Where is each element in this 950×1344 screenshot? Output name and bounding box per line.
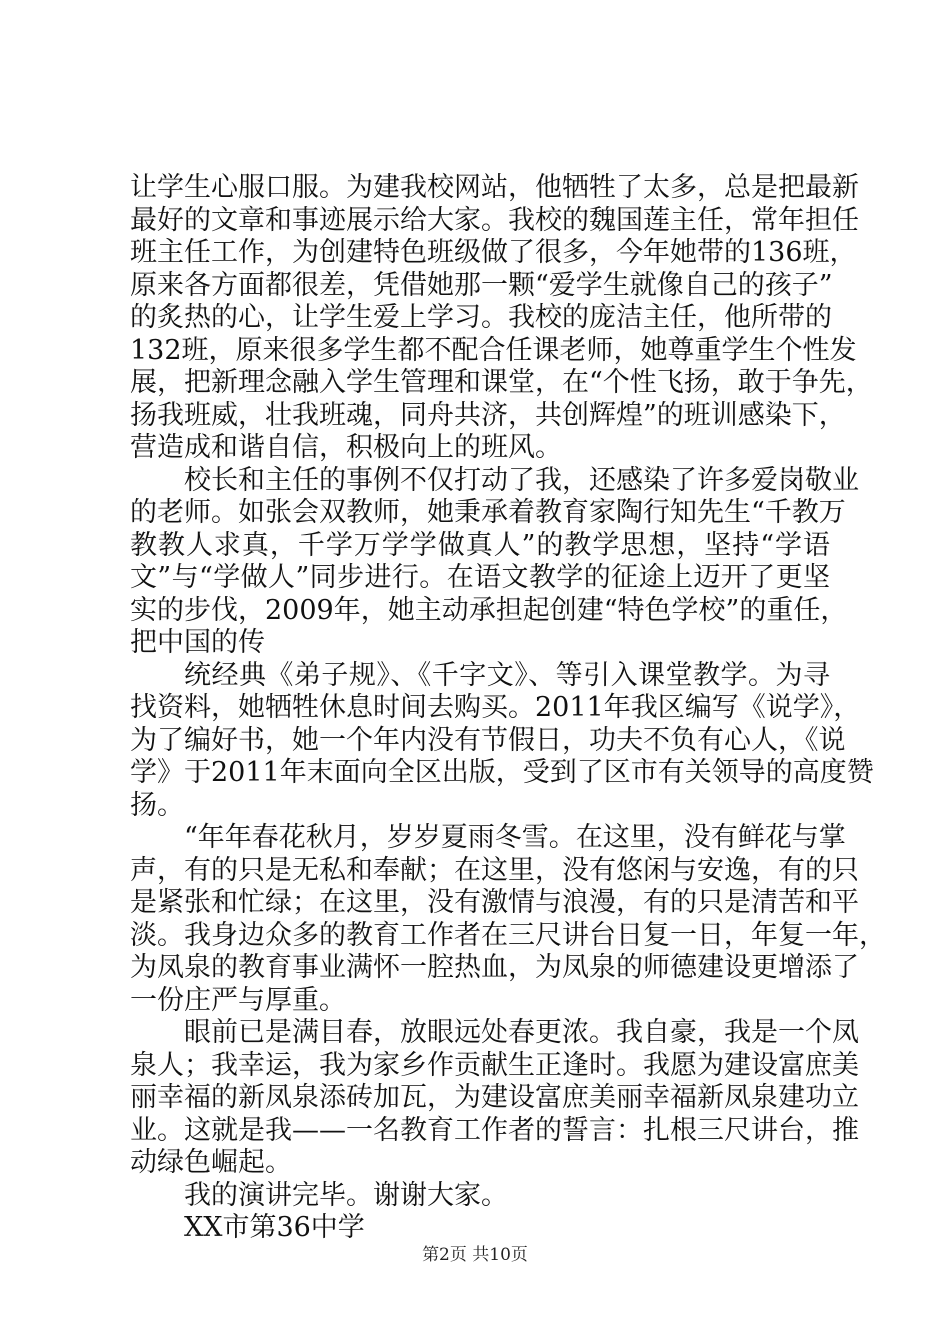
text-line: 泉人；我幸运，我为家乡作贡献生正逢时。我愿为建设富庶美: [130, 1049, 859, 1081]
text-line: 扬。: [130, 789, 184, 821]
text-line: 校长和主任的事例不仅打动了我，还感染了许多爱岗敬业: [184, 464, 859, 496]
text-line: 文”与“学做人”同步进行。在语文教学的征途上迈开了更坚: [130, 562, 830, 593]
text-line: 动绿色崛起。: [130, 1147, 292, 1178]
paragraph: [130, 1017, 859, 1180]
text-line: 一份庄严与厚重。: [130, 984, 346, 1016]
text-line: 学》于2011年末面向全区出版，受到了区市有关领导的高度赞: [130, 757, 874, 788]
text-line: XX市第36中学: [184, 1212, 365, 1243]
text-line: 业。这就是我——一名教育工作者的誓言：扎根三尺讲台，推: [130, 1114, 859, 1146]
text-line: 扬我班威，壮我班魂，同舟共济，共创辉煌”的班训感染下，: [130, 399, 846, 431]
paragraph: [130, 1180, 830, 1213]
text-line: 展，把新理念融入学生管理和课堂，在“个性飞扬，敢于争先，: [130, 367, 873, 398]
text-line: 原来各方面都很差，凭借她那一颗“爱学生就像自己的孩子”: [130, 269, 833, 301]
text-line: 营造成和谐自信，积极向上的班风。: [130, 432, 562, 463]
text-line: 为了编好书，她一个年内没有节假日，功夫不负有心人，《说: [130, 724, 846, 756]
text-line: 把中国的传: [130, 627, 265, 658]
text-line: 实的步伐，2009年，她主动承担起创建“特色学校”的重任，: [130, 594, 848, 626]
text-line: 班主任工作，为创建特色班级做了很多，今年她带的136班，: [130, 237, 857, 268]
text-line: 是紧张和忙绿；在这里，没有激情与浪漫，有的只是清苦和平: [130, 887, 859, 918]
text-line: 132班，原来很多学生都不配合任课老师，她尊重学生个性发: [130, 334, 857, 366]
document-body: [130, 172, 886, 1245]
text-line: 声，有的只是无私和奉献；在这里，没有悠闲与安逸，有的只: [130, 854, 859, 886]
text-line: 眼前已是满目春，放眼远处春更浓。我自豪，我是一个凤: [184, 1017, 859, 1048]
text-line: 的炙热的心，让学生爱上学习。我校的庞洁主任，他所带的: [130, 302, 832, 333]
paragraph: [130, 172, 873, 465]
text-line: 的老师。如张会双教师，她秉承着教育家陶行知先生“千教万: [130, 497, 846, 528]
paragraph: [130, 822, 886, 1017]
text-line: 让学生心服口服。为建我校网站，他牺牲了太多，总是把最新: [130, 172, 859, 203]
paragraph: [130, 659, 874, 823]
page-footer: 第2页 共10页: [422, 1245, 528, 1265]
text-line: 我的演讲完毕。谢谢大家。: [184, 1179, 508, 1211]
text-line: 淡。我身边众多的教育工作者在三尺讲台日复一日，年复一年，: [130, 919, 886, 951]
text-line: 为凤泉的教育事业满怀一腔热血，为凤泉的师德建设更增添了: [130, 952, 859, 983]
text-line: 教教人求真，千学万学学做真人”的教学思想，坚持“学语: [130, 529, 830, 561]
text-line: “年年春花秋月，岁岁夏雨冬雪。在这里，没有鲜花与掌: [184, 822, 846, 853]
text-line: 丽幸福的新凤泉添砖加瓦，为建设富庶美丽幸福新凤泉建功立: [130, 1082, 859, 1113]
text-line: 最好的文章和事迹展示给大家。我校的魏国莲主任，常年担任: [130, 204, 859, 236]
text-line: 统经典《弟子规》、《千字文》、等引入课堂教学。为寻: [184, 659, 830, 691]
paragraph: [130, 464, 859, 660]
text-line: 找资料，她牺牲休息时间去购买。2011年我区编写《说学》，: [130, 692, 861, 723]
